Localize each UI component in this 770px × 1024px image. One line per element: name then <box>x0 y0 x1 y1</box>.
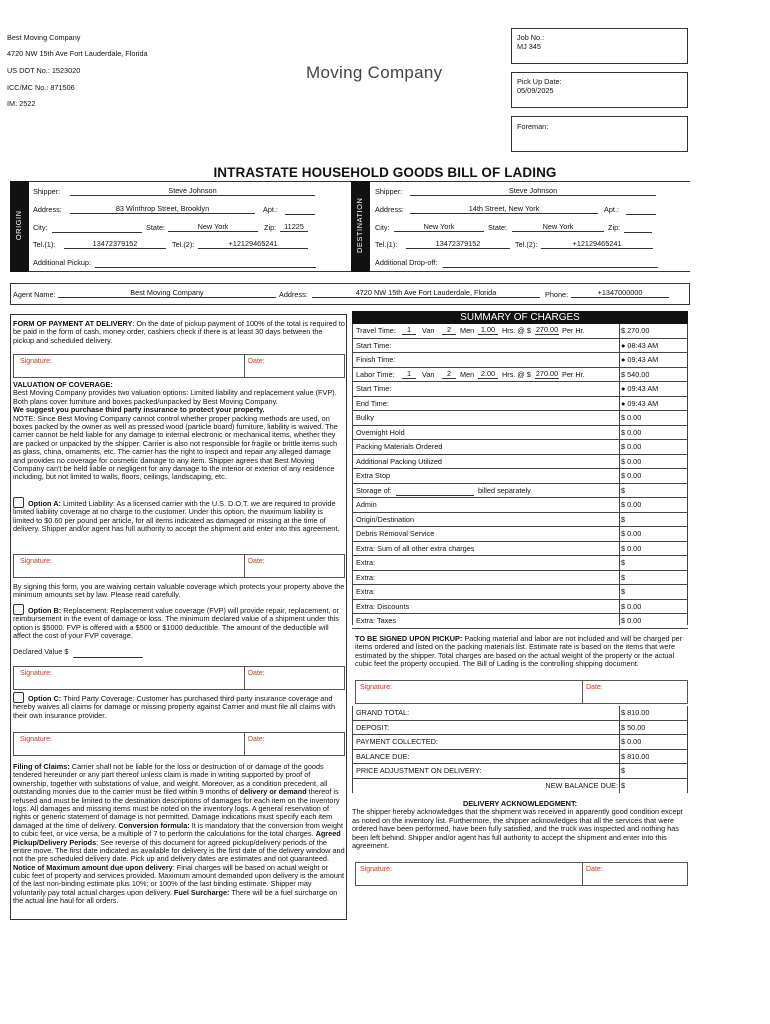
total-row <box>352 735 688 750</box>
total-value: $ 810.00 <box>621 751 650 761</box>
dest-additional-dropoff-label: Additional Drop-off: <box>375 258 438 267</box>
origin-tel2-field[interactable]: +12129465241 <box>198 240 308 249</box>
destination-sidebar <box>351 181 370 272</box>
waive-text: By signing this form, you are waiving certain valuable coverage which protects your property above the minimum amounts set by law. Please read carefully. <box>13 582 345 600</box>
filing-of-claims <box>13 763 345 906</box>
charge-value: $ 0.00 <box>621 442 642 451</box>
end-time-row <box>352 397 688 412</box>
total-row <box>352 764 688 779</box>
filing-bold: Conversion formula: <box>118 820 190 830</box>
total-value: $ 50.00 <box>621 722 646 732</box>
charge-row <box>352 542 688 557</box>
agent-address-field[interactable]: 4720 NW 15th Ave Fort Lauderdale, Florida <box>312 289 540 298</box>
filing-text: There will be a fuel surcharge on the actual line haul for all orders. <box>13 887 338 906</box>
date-label: Date: <box>248 558 265 565</box>
dest-tel1-field[interactable]: 13472379152 <box>406 240 510 249</box>
origin-additional-pickup-label: Additional Pickup: <box>33 258 92 267</box>
option-c <box>13 692 345 720</box>
charge-value: $ 0.00 <box>621 471 642 480</box>
option-a-title: Option A: <box>28 499 61 508</box>
option-c-checkbox[interactable] <box>13 692 24 703</box>
start-time-2-value: ● 09:43 AM <box>621 384 659 393</box>
origin-shipper-field[interactable]: Steve Johnson <box>70 187 315 196</box>
travel-time-label: Travel Time: <box>356 326 396 335</box>
agent-name-label: Agent Name: <box>13 290 56 299</box>
option-a-text: Limited Liability: As a licensed carrier with the U.S. D.O.T. we are required to provide limited liability coverage at no charge to the customer. Under this option, the maximum liability is limited to $0.60 per pound per article, for all items indicated as damaged or missing at the time of delivery. Shipper and/or agent has full authority to accept the shipment and enter into this agreement. <box>13 499 340 534</box>
charge-value: $ 0.00 <box>621 529 642 538</box>
start-time-2-label: Start Time: <box>356 384 392 393</box>
charge-value: $ 0.00 <box>621 456 642 466</box>
total-row <box>352 721 688 736</box>
charge-row <box>352 426 688 441</box>
finish-time-value: ● 09:43 AM <box>621 355 659 364</box>
dest-city-label: City: <box>375 223 390 232</box>
origin-zip-field[interactable]: 11225 <box>280 223 308 232</box>
payment-terms <box>13 320 345 345</box>
dest-apt-field[interactable] <box>626 205 656 215</box>
valuation-title: VALUATION OF COVERAGE: <box>13 380 113 389</box>
filing-bold: Fuel Surcharge: <box>173 887 230 897</box>
origin-city-label: City: <box>33 223 48 232</box>
charge-value: $ 0.00 <box>621 427 642 437</box>
men-label: Men <box>460 326 475 335</box>
travel-men[interactable]: 2 <box>442 326 456 335</box>
origin-shipper-label: Shipper: <box>33 187 61 196</box>
charge-row <box>352 556 688 571</box>
charge-value: $ <box>621 587 626 596</box>
total-label: PRICE ADJUSTMENT ON DELIVERY: <box>356 766 482 775</box>
dest-shipper-field[interactable]: Steve Johnson <box>410 187 656 196</box>
charge-value: $ 0.00 <box>621 543 642 553</box>
per-hr-label: Per Hr. <box>562 326 585 335</box>
charge-row <box>352 411 688 426</box>
charge-label: Bulky <box>356 413 374 422</box>
storage-value: $ <box>621 485 626 495</box>
dest-additional-dropoff-field[interactable] <box>443 258 658 268</box>
delivery-signature-box[interactable] <box>355 862 688 886</box>
signed-text: Packing material and labor are not included and will be charged per items ordered and listed on the packing materials list. Estimate rate is based on the items that were estimated by the shipper. Total charges are based on the actual weight of the property or the actual cubic feet the property occupied. The Bill of Lading is the controlling shipping document. <box>355 634 683 669</box>
valuation-section <box>13 381 345 482</box>
charge-label: Extra Stop <box>356 471 391 480</box>
origin-zip-label: Zip: <box>264 223 277 232</box>
signed-upon-pickup <box>355 635 688 669</box>
payment-signature-box[interactable] <box>13 354 345 378</box>
filing-text: thereof is refused and must be limited to the destination descriptions of damages for each item on the inventory logs. All damages and missing items must be noted on the inventory logs. A general reservation of rights or generic statement of damage is not permitted. Damage indications must specify each item damaged at the time of delivery. <box>13 787 340 830</box>
travel-hours[interactable]: 1.00 <box>478 326 498 335</box>
storage-row <box>352 484 688 499</box>
origin-tel1-label: Tel.(1): <box>33 240 56 249</box>
total-label: PAYMENT COLLECTED: <box>356 737 438 746</box>
option-b <box>13 604 345 641</box>
storage-label: Storage of: <box>356 485 392 495</box>
date-label: Date: <box>586 866 603 873</box>
option-a-signature-box[interactable] <box>13 554 345 578</box>
end-time-label: End Time: <box>356 398 389 408</box>
charge-row <box>352 585 688 600</box>
charge-label: Extra: <box>356 587 376 596</box>
total-label: GRAND TOTAL: <box>356 708 410 717</box>
charge-label: Origin/Destination <box>356 514 414 524</box>
total-label: DEPOSIT: <box>356 722 390 732</box>
option-c-title: Option C: <box>28 694 62 703</box>
total-value: $ 810.00 <box>621 708 650 717</box>
date-label: Date: <box>248 736 265 743</box>
labor-amount: $ 540.00 <box>621 369 650 379</box>
foreman-label: Foreman: <box>517 122 549 131</box>
per-hr-label: Per Hr. <box>562 369 585 379</box>
new-balance-row <box>352 779 688 794</box>
dest-address-label: Address: <box>375 205 404 214</box>
charge-label: Extra: Discounts <box>356 601 410 611</box>
filing-text: : See reverse of this document for agreed pickup/delivery periods of the entire move. The first date indicated as available for delivery is the first date of the delivery window and not the pre scheduled delivery date. Pick up and delivery dates are estimates and not guaranteed. <box>13 837 345 864</box>
charge-row <box>352 469 688 484</box>
total-label: BALANCE DUE: <box>356 751 410 761</box>
charge-value: $ 0.00 <box>621 413 642 422</box>
dest-shipper-label: Shipper: <box>375 187 403 196</box>
dest-address-field[interactable]: 14th Street, New York <box>410 205 598 214</box>
charge-label: Extra: <box>356 558 376 567</box>
option-c-signature-box[interactable] <box>13 732 345 756</box>
origin-address-field[interactable]: 83 Winthrop Street, Brooklyn <box>70 205 255 214</box>
charge-value: $ <box>621 514 626 524</box>
agent-phone-field[interactable]: +1347000000 <box>571 289 669 298</box>
dest-zip-field[interactable] <box>624 223 652 233</box>
job-no-value: MJ 345 <box>517 42 541 51</box>
option-a-checkbox[interactable] <box>13 497 24 508</box>
total-value: $ <box>621 766 626 775</box>
foreman-box <box>511 116 688 152</box>
filing-text: Carrier shall not be liable for the loss or destruction of or damage of the goods tendered hereunder or any part thereof unless claim is made in writing supported by proof of ownership, together with substations of value, and weight. Moreover, as a condition precedent, all outstanding monies due to the carrier must be filed within 9 months of <box>13 762 328 797</box>
declared-value-label: Declared Value $ <box>13 647 69 656</box>
dest-state-label: State: <box>488 223 508 232</box>
payment-title: FORM OF PAYMENT AT DELIVERY <box>13 319 133 328</box>
charge-row <box>352 614 688 629</box>
signature-label: Signature: <box>360 684 392 691</box>
option-c-text: Third Party Coverage: Customer has purchased third party insurance coverage and hereby waives all claims for damage or missing property against Carrier and must file all claims with their own insurance provider. <box>13 694 335 720</box>
valuation-bold: We suggest you purchase third party insurance to protect your property. <box>13 405 265 415</box>
origin-address-label: Address: <box>33 205 62 214</box>
origin-additional-pickup-field[interactable] <box>95 258 316 268</box>
storage-field[interactable] <box>396 486 474 496</box>
job-no-label: Job No.: <box>517 33 545 42</box>
labor-time-row <box>352 368 688 383</box>
pickup-date-label: Pick Up Date: <box>517 77 562 86</box>
us-dot: US DOT No.: 1523020 <box>7 66 81 75</box>
dest-tel1-label: Tel.(1): <box>375 240 398 249</box>
origin-tel2-label: Tel.(2): <box>172 240 195 249</box>
ack-text: The shipper hereby acknowledges that the shipment was received in apparently good condition except as noted on the inventory list. Furthermore, the shipper acknowledges that all the services that were ordered have been performed, have been fully satisfied, and the truck was inspected and nothing has been left behind. Shipper and/or agent has full authority to accept the shipment and enter into this agreement. <box>352 807 683 850</box>
charge-value: $ 0.00 <box>621 616 642 625</box>
filing-bold: Notice of Maximum amount due upon delivery <box>13 862 173 872</box>
filing-bold: delivery or demand <box>239 787 307 797</box>
im-number: IM: 2522 <box>7 99 36 108</box>
option-a <box>13 497 345 534</box>
labor-men[interactable]: 2 <box>442 370 456 379</box>
charge-value: $ 0.00 <box>621 500 642 509</box>
charge-label: Packing Materials Ordered <box>356 442 443 451</box>
company-logo <box>306 63 442 83</box>
charge-row <box>352 571 688 586</box>
charge-value: $ <box>621 572 626 582</box>
travel-time-row <box>352 324 688 339</box>
option-b-checkbox[interactable] <box>13 604 24 615</box>
labor-vans[interactable]: 1 <box>402 370 416 379</box>
declared-value-field[interactable] <box>73 648 143 658</box>
dest-tel2-field[interactable]: +12129465241 <box>541 240 653 249</box>
payment-text: : On the date of pickup payment of 100% of the total is required to be paid in the form of cash, money order, cashiers check if there is at least 30 days between the pickup and scheduled delivery. <box>13 319 345 345</box>
signature-label: Signature: <box>20 358 52 365</box>
total-value: $ 0.00 <box>621 737 642 746</box>
delivery-acknowledgment <box>352 800 688 850</box>
valuation-text: Best Moving Company provides two valuation options: Limited liability and replacement value (FVP). Both plans cover furniture and boxes packed/unpacked by Best Moving Company. <box>13 388 337 406</box>
charge-row <box>352 513 688 528</box>
signature-label: Signature: <box>360 866 392 873</box>
travel-amount: $ 270.00 <box>621 326 650 335</box>
destination-label: DESTINATION <box>355 197 365 253</box>
signature-label: Signature: <box>20 670 52 677</box>
agent-phone-label: Phone: <box>545 290 569 299</box>
travel-rate[interactable]: 270.00 <box>535 325 559 334</box>
ack-title: DELIVERY ACKNOWLEDGMENT: <box>462 799 578 808</box>
dest-state-field[interactable]: New York <box>512 223 604 232</box>
van-label: Van <box>422 326 435 335</box>
valuation-note: NOTE: Since Best Moving Company cannot control whether proper packing methods are used, on boxes packed by the owner as well as pressed wood (particle board) furniture, liability is waived. The carrier cannot be held liable for any damage to internal electronic or mechanical items, whether they are packed or unpacked by the shipper. Carrier is also not responsible for fragile or brittle items such as glass, china, ornaments, etc. The carrier has the right to inspect and repair any alleged damage and provides no coverage for cosmetic damage to any item. Shipper agrees that Best Moving Company can't be held liable or negligent for any damage to the interior or exterior of any residence including, but not limited to walls, floors, ceilings, landscaping, etc. <box>13 413 338 482</box>
option-b-signature-box[interactable] <box>13 666 345 690</box>
option-b-title: Option B: <box>28 606 62 615</box>
labor-time-label: Labor Time: <box>356 369 395 379</box>
travel-vans[interactable]: 1 <box>402 326 416 335</box>
pickup-signature-box[interactable] <box>355 680 688 704</box>
charge-label: Admin <box>356 500 377 509</box>
charge-label: Extra: Sum of all other extra charges <box>356 543 475 553</box>
dest-city-field[interactable]: New York <box>394 223 484 232</box>
charge-label: Overnight Hold <box>356 427 405 437</box>
start-time-label: Start Time: <box>356 340 392 350</box>
hrs-label: Hrs. @ $ <box>502 369 531 379</box>
signature-label: Signature: <box>20 558 52 565</box>
signature-label: Signature: <box>20 736 52 743</box>
labor-rate[interactable]: 270.00 <box>535 368 559 378</box>
job-number-box <box>511 28 688 64</box>
men-label: Men <box>460 369 475 379</box>
charge-label: Debris Removal Service <box>356 529 435 538</box>
origin-apt-field[interactable] <box>285 205 315 215</box>
van-label: Van <box>422 369 435 379</box>
origin-state-label: State: <box>146 223 166 232</box>
finish-time-row <box>352 353 688 368</box>
filing-bold: Agreed Pickup/Delivery Periods <box>13 829 341 847</box>
origin-apt-label: Apt.: <box>263 205 279 214</box>
date-label: Date: <box>248 358 265 365</box>
finish-time-label: Finish Time: <box>356 355 396 364</box>
date-label: Date: <box>586 684 603 691</box>
summary-header: SUMMARY OF CHARGES <box>352 311 688 324</box>
new-balance-label: NEW BALANCE DUE: <box>545 780 618 790</box>
filing-title: Filing of Claims: <box>13 762 70 771</box>
charge-row <box>352 440 688 455</box>
new-balance-value: $ <box>621 780 626 790</box>
dest-tel2-label: Tel.(2): <box>515 240 538 249</box>
charge-row <box>352 600 688 615</box>
origin-state-field[interactable]: New York <box>168 223 258 232</box>
start-time-value: ● 08:43 AM <box>621 340 659 350</box>
origin-tel1-field[interactable]: 13472379152 <box>64 240 166 249</box>
origin-city-field[interactable] <box>52 223 142 233</box>
storage-suffix: billed separately <box>478 485 531 495</box>
dest-apt-label: Apt.: <box>604 205 620 214</box>
pickup-date-box <box>511 72 688 108</box>
charge-row <box>352 498 688 513</box>
charge-label: Extra: Taxes <box>356 616 397 625</box>
signed-title: TO BE SIGNED UPON PICKUP: <box>355 634 463 643</box>
company-name: Best Moving Company <box>7 33 81 42</box>
filing-text: : Final charges will be based on actual weight or cubic feet of property and services provided. Maximum amount demanded upon delivery is the amount of the last non-binding estimate plus 10%; or 100% of the last binding estimate. Shipper may voluntarily pay total actual charges upon delivery. <box>13 862 344 897</box>
end-time-value: ● 09:43 AM <box>621 398 659 408</box>
charge-value: $ <box>621 558 626 567</box>
dest-zip-label: Zip: <box>608 223 621 232</box>
filing-text: It is mandatory that the conversion from weight to cubic feet, or vice versa, be a multiple of 7 to perform the calculations for the total charges. <box>13 820 343 839</box>
pickup-date-value: 05/09/2025 <box>517 86 554 95</box>
start-time-2-row <box>352 382 688 397</box>
agent-address-label: Address: <box>279 290 308 299</box>
charge-value: $ 0.00 <box>621 601 642 611</box>
agent-name-field[interactable]: Best Moving Company <box>58 289 276 298</box>
charge-label: Extra: <box>356 572 376 582</box>
icc-mc: ICC/MC No.: 871506 <box>7 83 75 92</box>
total-row <box>352 750 688 765</box>
start-time-row <box>352 339 688 354</box>
company-address: 4720 NW 15th Ave Fort Lauderdale, Florida <box>7 49 148 58</box>
date-label: Date: <box>248 670 265 677</box>
hrs-label: Hrs. @ $ <box>502 326 531 335</box>
origin-sidebar <box>10 181 29 272</box>
labor-hours[interactable]: 2.00 <box>478 370 498 379</box>
charge-label: Additional Packing Utilized <box>356 456 442 466</box>
total-row <box>352 706 688 721</box>
page-title: INTRASTATE HOUSEHOLD GOODS BILL OF LADING <box>213 165 557 180</box>
logo-text: Moving Company <box>306 63 443 82</box>
charge-row <box>352 455 688 470</box>
origin-label: ORIGIN <box>14 210 24 241</box>
charge-row <box>352 527 688 542</box>
option-b-text: Replacement: Replacement value coverage (FVP) will provide repair, replacement, or reimbursement in the event of damage or loss. The minimum declared value of a shipment under this option is $5000. FVP is offered with a $500 or $1000 deductible. The amount of the deductible will affect the cost of your FVP coverage. <box>13 606 340 641</box>
